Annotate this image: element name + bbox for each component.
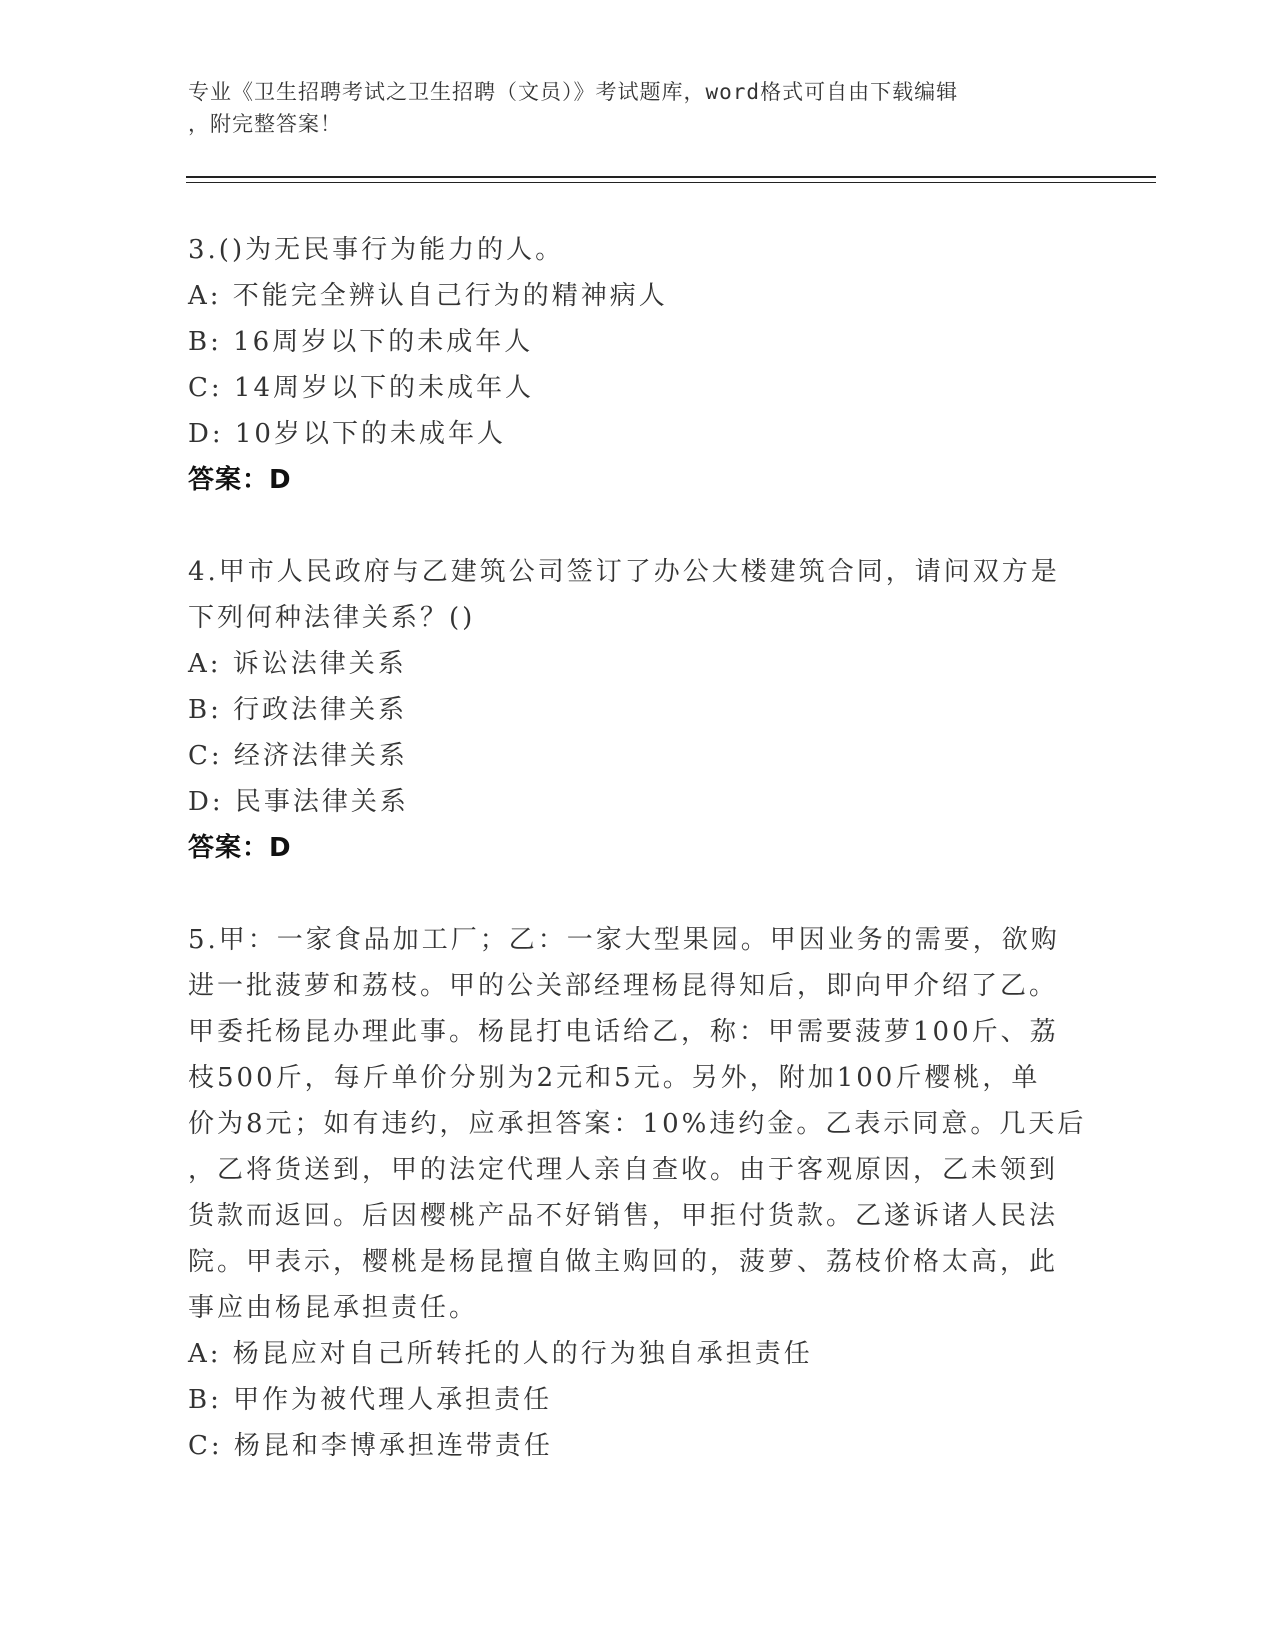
question-stem-line: 3.()为无民事行为能力的人。 xyxy=(188,235,565,265)
question-stem-line: 甲委托杨昆办理此事。杨昆打电话给乙，称：甲需要菠萝100斤、荔 xyxy=(188,1017,1059,1047)
question-list xyxy=(188,227,1087,1515)
question-4 xyxy=(188,549,1068,871)
option-a: A: 杨昆应对自己所转托的人的行为独自承担责任 xyxy=(188,1339,813,1369)
option-b: B: 甲作为被代理人承担责任 xyxy=(188,1385,553,1415)
document-header xyxy=(188,76,1068,140)
option-b: B: 行政法律关系 xyxy=(188,695,408,725)
question-stem-line: 进一批菠萝和荔枝。甲的公关部经理杨昆得知后，即向甲介绍了乙。 xyxy=(188,971,1059,1001)
header-divider-thin xyxy=(186,182,1156,183)
question-stem-line: 院。甲表示，樱桃是杨昆擅自做主购回的，菠萝、荔枝价格太高，此 xyxy=(188,1247,1059,1277)
question-stem-line: 4.甲市人民政府与乙建筑公司签订了办公大楼建筑合同，请问双方是 xyxy=(188,557,1060,587)
header-line-2: ，附完整答案！ xyxy=(188,112,342,136)
option-c: C: 14周岁以下的未成年人 xyxy=(188,373,535,403)
question-stem-line: 货款而返回。后因樱桃产品不好销售，甲拒付货款。乙遂诉诸人民法 xyxy=(188,1201,1059,1231)
option-a: A: 诉讼法律关系 xyxy=(188,649,407,679)
option-b: B: 16周岁以下的未成年人 xyxy=(188,327,534,357)
question-stem-line: 5.甲：一家食品加工厂；乙：一家大型果园。甲因业务的需要，欲购 xyxy=(188,925,1060,955)
header-line-1: 专业《卫生招聘考试之卫生招聘（文员）》考试题库，word格式可自由下载编辑 xyxy=(188,80,959,104)
option-c: C: 经济法律关系 xyxy=(188,741,408,771)
option-d: D: 民事法律关系 xyxy=(188,787,409,817)
answer: 答案：D xyxy=(188,833,292,863)
question-stem-line: ，乙将货送到，甲的法定代理人亲自查收。由于客观原因，乙未领到 xyxy=(188,1155,1059,1185)
option-c: C: 杨昆和李博承担连带责任 xyxy=(188,1431,553,1461)
question-stem-line: 价为8元；如有违约，应承担答案：10%违约金。乙表示同意。几天后 xyxy=(188,1109,1087,1139)
option-a: A: 不能完全辨认自己行为的精神病人 xyxy=(188,281,668,311)
question-stem-line: 枝500斤，每斤单价分别为2元和5元。另外，附加100斤樱桃，单 xyxy=(188,1063,1041,1093)
question-3 xyxy=(188,227,1068,503)
question-stem-line: 事应由杨昆承担责任。 xyxy=(188,1293,479,1323)
question-5 xyxy=(188,917,1087,1469)
question-stem-line: 下列何种法律关系？() xyxy=(188,603,476,633)
answer: 答案：D xyxy=(188,465,292,495)
header-divider-thick xyxy=(186,176,1156,178)
option-d: D: 10岁以下的未成年人 xyxy=(188,419,506,449)
